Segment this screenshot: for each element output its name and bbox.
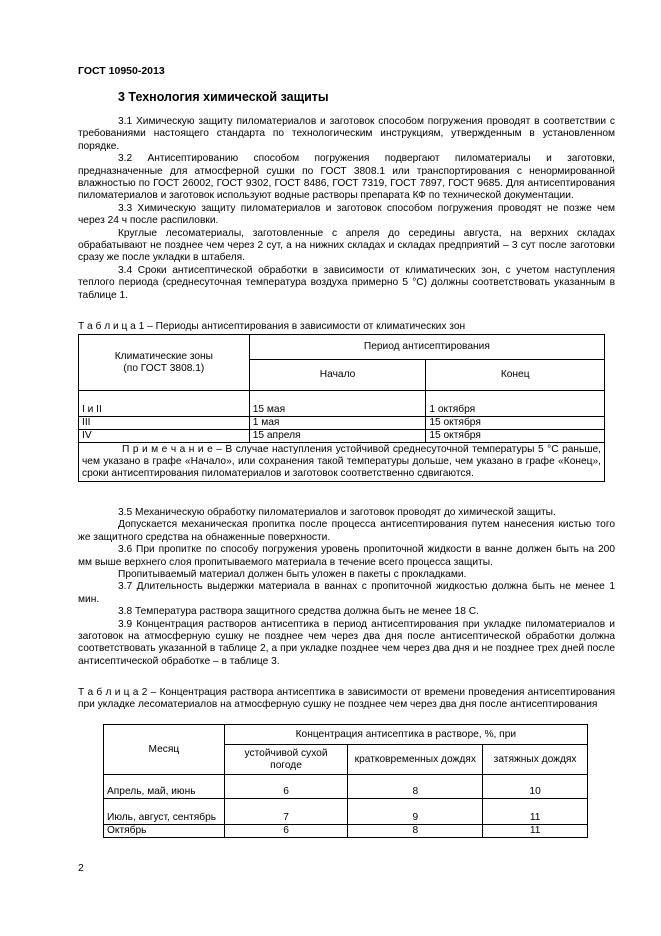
table2-month-header: Месяц bbox=[104, 725, 225, 775]
table2-value-cell: 8 bbox=[348, 775, 483, 799]
table2-month-cell: Июль, август, сентябрь bbox=[104, 799, 225, 825]
table2-value-cell: 10 bbox=[483, 775, 588, 799]
table1-end-cell: 15 октября bbox=[426, 430, 605, 443]
table1-caption bbox=[78, 321, 615, 333]
table1-note bbox=[79, 443, 605, 482]
paragraph-3-8: 3.8 Температура раствора защитного средства должна быть не менее 18 С. bbox=[118, 606, 479, 618]
table2-value-cell: 8 bbox=[348, 825, 483, 838]
paragraph-3-4: 3.4 Сроки антисептической обработки в зависимости от климатических зон, с учетом наступления теплого периода (среднесуточная температура воздуха примерно 5 °С) должны соответствовать указанным в таблице 1. bbox=[78, 264, 615, 301]
table2-value-cell: 11 bbox=[483, 799, 588, 825]
table2-value-cell: 11 bbox=[483, 825, 588, 838]
table2-month-cell: Апрель, май, июнь bbox=[104, 775, 225, 799]
section-title: 3 Технология химической защиты bbox=[118, 90, 329, 104]
page-number: 2 bbox=[78, 862, 84, 874]
table1-note-text: – В случае наступления устойчивой среднесуточной температуры 5 °С раньше, чем указано в графе «Начало», или сохранения такой температуры дольше, чем указано в графе «Конец», сроки антисептирования пиломатериалов и заготовок соответственно сдвигаются. bbox=[82, 444, 601, 479]
table1-zone-header: Климатические зоны (по ГОСТ 3808.1) bbox=[79, 335, 250, 391]
paragraph-brush-impregnation: Допускается механическая пропитка после процесса антисептирования путем нанесения кистью того же защитного средства на обнаженные поверхности. bbox=[78, 519, 615, 543]
paragraph-3-1: 3.1 Химическую защиту пиломатериалов и заготовок способом погружения проводят в соответствии с требованиями настоящего стандарта по технологическим инструкциям, утвержденным в установленном порядке. bbox=[78, 116, 615, 152]
table1-start-cell: 1 мая bbox=[249, 417, 426, 430]
table2-long-rain-header: затяжных дождях bbox=[483, 745, 588, 775]
paragraph-3-5: 3.5 Механическую обработку пиломатериалов и заготовок проводят до химической защиты. bbox=[118, 507, 556, 518]
table1-zone-cell: III bbox=[79, 417, 250, 430]
paragraph-3-3: 3.3 Химическую защиту пиломатериалов и заготовок способом погружения проводят не позже чем через 24 ч после распиловки. bbox=[78, 202, 615, 227]
document-header: ГОСТ 10950-2013 bbox=[78, 65, 165, 77]
table2-short-rain-header: кратковременных дождях bbox=[348, 745, 483, 775]
table1-start-cell: 15 апреля bbox=[249, 430, 426, 443]
table-1 bbox=[78, 334, 605, 482]
table1-caption-text: 1 – Периоды антисептирования в зависимости от климатических зон bbox=[135, 321, 466, 332]
table2-caption-text: 2 – Концентрация раствора антисептика в зависимости от времени проведения антисептирования при укладке лесоматериалов на атмосферную сушку не позднее чем через два дня после антисептирования bbox=[78, 687, 616, 711]
table2-month-cell: Октябрь bbox=[104, 825, 225, 838]
table2-concentration-header: Концентрация антисептика в растворе, %, при bbox=[224, 725, 587, 745]
table1-end-cell: 15 октября bbox=[426, 417, 605, 430]
table1-end-cell: 1 октября bbox=[426, 391, 605, 417]
paragraph-3-7: 3.7 Длительность выдержки материала в ваннах с пропиточной жидкостью должна быть не менее 1 мин. bbox=[78, 581, 615, 605]
paragraph-3-2: 3.2 Антисептированию способом погружения подвергают пиломатериалы и заготовки, предназначенные для атмосферной сушки по ГОСТ 3808.1 или транспортирования с ненормированной влажностью по ГОСТ 26002, ГОСТ 9302, ГОСТ 8486, ГОСТ 7319, ГОСТ 7897, ГОСТ 9685. Для антисептирования пиломатериалов и заготовок используют водные растворы препарата КФ по технической документации. bbox=[78, 153, 615, 202]
table-2 bbox=[103, 724, 588, 838]
table2-caption bbox=[78, 687, 615, 712]
table1-start-cell: 15 мая bbox=[249, 391, 426, 417]
table2-caption-prefix: Т а б л и ц а bbox=[78, 687, 139, 698]
table1-zone-cell: I и II bbox=[79, 391, 250, 417]
table2-value-cell: 7 bbox=[224, 799, 348, 825]
table1-period-header: Период антисептирования bbox=[249, 335, 604, 360]
text-block-1 bbox=[78, 116, 615, 302]
table1-start-header: Начало bbox=[249, 360, 426, 391]
table1-note-label: П р и м е ч а н и е bbox=[122, 444, 213, 455]
table2-dry-weather-header: устойчивой сухой погоде bbox=[224, 745, 348, 775]
paragraph-3-9: 3.9 Концентрация растворов антисептика в период антисептирования при укладке пиломатериалов и заготовок на атмосферную сушку не позднее чем через два дня после антисептической обработки должна соответствовать указанной в таблице 2, а при укладке позднее чем через два дня и не позднее трех дней после антисептической обработке – в таблице 3. bbox=[78, 618, 615, 667]
table1-caption-prefix: Т а б л и ц а bbox=[78, 321, 136, 332]
paragraph-packages: Пропитываемый материал должен быть уложен в пакеты с прокладками. bbox=[118, 569, 467, 581]
text-block-2 bbox=[78, 507, 615, 668]
table1-zone-cell: IV bbox=[79, 430, 250, 443]
table2-value-cell: 9 bbox=[348, 799, 483, 825]
table2-value-cell: 6 bbox=[224, 775, 348, 799]
table2-value-cell: 6 bbox=[224, 825, 348, 838]
paragraph-3-6: 3.6 При пропитке по способу погружения уровень пропиточной жидкости в ванне должен быть на 200 мм выше верхнего слоя пропитываемого материала в течение всего процесса защиты. bbox=[78, 544, 615, 568]
table1-end-header: Конец bbox=[426, 360, 605, 391]
paragraph-round-timber: Круглые лесоматериалы, заготовленные с апреля до середины августа, на верхних складах обрабатывают не позднее чем через 2 сут, а на нижних складах и складах предприятий – 3 сут после заготовки сразу же после укладки в штабеля. bbox=[78, 227, 615, 264]
